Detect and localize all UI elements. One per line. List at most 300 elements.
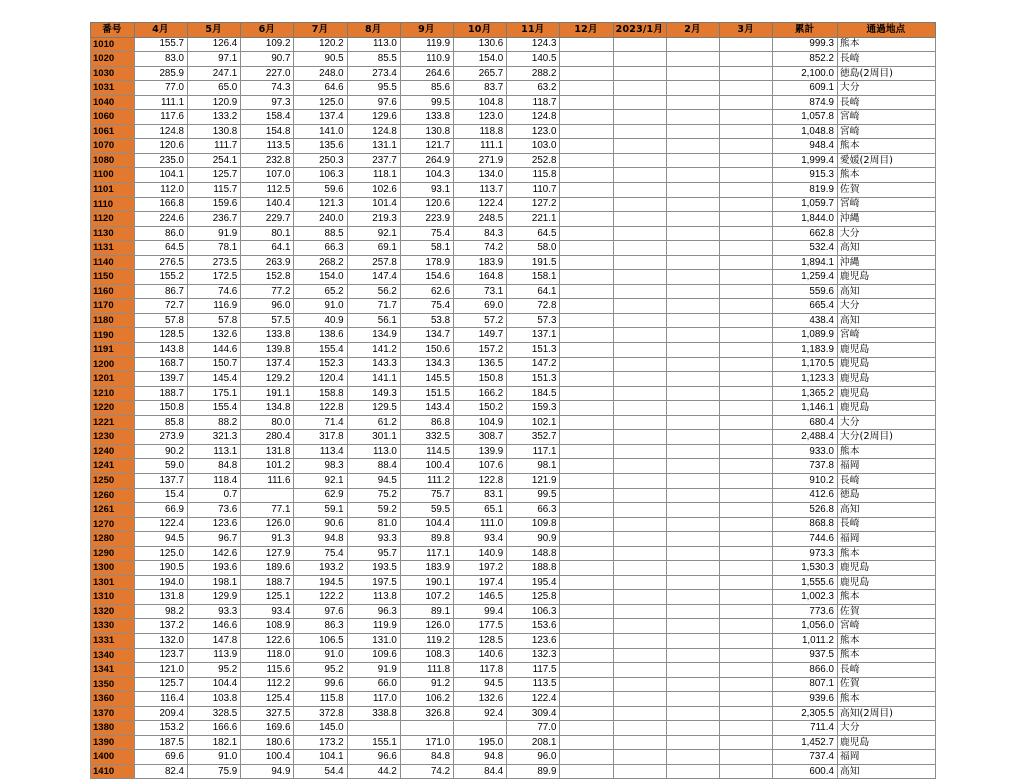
value-cell-m04: 143.8 [134, 343, 187, 358]
table-row [91, 95, 936, 110]
value-cell-m06: 74.3 [241, 81, 294, 96]
row-id-cell[interactable]: 1250 [91, 473, 135, 488]
value-cell-m01 [613, 52, 666, 67]
passing-point-cell: 長崎 [837, 663, 935, 678]
value-cell-m10: 130.6 [454, 37, 507, 52]
value-cell-m06: 96.0 [241, 299, 294, 314]
value-cell-m11: 151.3 [507, 343, 560, 358]
value-cell-m05: 73.6 [188, 503, 241, 518]
value-cell-m07: 137.4 [294, 110, 347, 125]
passing-point-cell: 愛媛(2周目) [837, 153, 935, 168]
value-cell-m05: 147.8 [188, 633, 241, 648]
value-cell-m02 [666, 357, 719, 372]
value-cell-m01 [613, 255, 666, 270]
value-cell-m12 [560, 401, 613, 416]
value-cell-m01 [613, 37, 666, 52]
value-cell-m05: 328.5 [188, 706, 241, 721]
value-cell-m01 [613, 183, 666, 198]
value-cell-m12 [560, 37, 613, 52]
value-cell-m01 [613, 386, 666, 401]
value-cell-m03 [720, 575, 773, 590]
row-id-cell[interactable]: 1340 [91, 648, 135, 663]
value-cell-m05: 74.6 [188, 284, 241, 299]
table-row [91, 386, 936, 401]
value-cell-m12 [560, 386, 613, 401]
value-cell-m01 [613, 721, 666, 736]
value-cell-m09: 133.8 [400, 110, 453, 125]
row-id-cell[interactable]: 1110 [91, 197, 135, 212]
value-cell-total: 2,100.0 [773, 66, 838, 81]
table-row [91, 488, 936, 503]
table-container [90, 22, 936, 779]
value-cell-m02 [666, 343, 719, 358]
value-cell-total: 665.4 [773, 299, 838, 314]
value-cell-m05: 91.9 [188, 226, 241, 241]
value-cell-m03 [720, 706, 773, 721]
value-cell-m03 [720, 692, 773, 707]
value-cell-m06: 158.4 [241, 110, 294, 125]
row-id-cell[interactable]: 1270 [91, 517, 135, 532]
value-cell-m12 [560, 503, 613, 518]
value-cell-total: 819.9 [773, 183, 838, 198]
value-cell-m01 [613, 546, 666, 561]
passing-point-cell: 佐賀 [837, 677, 935, 692]
value-cell-m11: 195.4 [507, 575, 560, 590]
value-cell-total: 1,365.2 [773, 386, 838, 401]
value-cell-total: 973.3 [773, 546, 838, 561]
value-cell-m04: 83.0 [134, 52, 187, 67]
value-cell-m02 [666, 473, 719, 488]
table-row [91, 633, 936, 648]
value-cell-m01 [613, 357, 666, 372]
value-cell-m03 [720, 619, 773, 634]
value-cell-m09: 130.8 [400, 124, 453, 139]
column-header-m08[interactable]: 8月 [347, 23, 400, 38]
value-cell-m03 [720, 721, 773, 736]
value-cell-m06: 111.6 [241, 473, 294, 488]
value-cell-m11: 140.5 [507, 52, 560, 67]
value-cell-m09: 111.8 [400, 663, 453, 678]
value-cell-m06: 188.7 [241, 575, 294, 590]
value-cell-m06: 137.4 [241, 357, 294, 372]
row-id-cell[interactable]: 1131 [91, 241, 135, 256]
value-cell-m08: 134.9 [347, 328, 400, 343]
value-cell-total: 2,305.5 [773, 706, 838, 721]
value-cell-m03 [720, 372, 773, 387]
value-cell-m06: 107.0 [241, 168, 294, 183]
value-cell-m10: 94.8 [454, 750, 507, 765]
value-cell-m08: 117.0 [347, 692, 400, 707]
value-cell-total: 609.1 [773, 81, 838, 96]
value-cell-m04: 124.8 [134, 124, 187, 139]
value-cell-m11: 77.0 [507, 721, 560, 736]
value-cell-m03 [720, 473, 773, 488]
value-cell-m03 [720, 343, 773, 358]
row-id-cell[interactable]: 1220 [91, 401, 135, 416]
row-id-cell[interactable]: 1130 [91, 226, 135, 241]
value-cell-m06: 227.0 [241, 66, 294, 81]
value-cell-m05: 120.9 [188, 95, 241, 110]
value-cell-m01 [613, 226, 666, 241]
value-cell-m01 [613, 81, 666, 96]
value-cell-m11: 208.1 [507, 735, 560, 750]
row-id-cell[interactable]: 1190 [91, 328, 135, 343]
value-cell-m12 [560, 415, 613, 430]
row-id-cell[interactable]: 1060 [91, 110, 135, 125]
value-cell-m12 [560, 81, 613, 96]
value-cell-m08: 97.6 [347, 95, 400, 110]
value-cell-m08: 219.3 [347, 212, 400, 227]
value-cell-m04: 285.9 [134, 66, 187, 81]
column-header-m07[interactable]: 7月 [294, 23, 347, 38]
value-cell-m03 [720, 299, 773, 314]
column-header-m09[interactable]: 9月 [400, 23, 453, 38]
value-cell-m08: 118.1 [347, 168, 400, 183]
value-cell-m11: 98.1 [507, 459, 560, 474]
value-cell-m05: 193.6 [188, 561, 241, 576]
table-row [91, 415, 936, 430]
value-cell-total: 1,170.5 [773, 357, 838, 372]
value-cell-m05: 116.9 [188, 299, 241, 314]
value-cell-m04: 123.7 [134, 648, 187, 663]
table-row [91, 372, 936, 387]
column-header-m03[interactable]: 3月 [720, 23, 773, 38]
value-cell-m10: 134.0 [454, 168, 507, 183]
value-cell-total: 744.6 [773, 532, 838, 547]
value-cell-m06: 113.5 [241, 139, 294, 154]
row-id-cell[interactable]: 1240 [91, 444, 135, 459]
column-header-place[interactable]: 通過地点 [837, 23, 935, 38]
value-cell-m05: 103.8 [188, 692, 241, 707]
value-cell-m01 [613, 633, 666, 648]
value-cell-m12 [560, 153, 613, 168]
passing-point-cell: 長崎 [837, 517, 935, 532]
row-id-cell[interactable]: 1400 [91, 750, 135, 765]
column-header-m06[interactable]: 6月 [241, 23, 294, 38]
value-cell-m10: 265.7 [454, 66, 507, 81]
passing-point-cell: 沖縄 [837, 255, 935, 270]
value-cell-m02 [666, 663, 719, 678]
row-id-cell[interactable]: 1200 [91, 357, 135, 372]
value-cell-m03 [720, 764, 773, 779]
value-cell-m02 [666, 444, 719, 459]
value-cell-total: 1,002.3 [773, 590, 838, 605]
value-cell-m02 [666, 255, 719, 270]
value-cell-m11: 66.3 [507, 503, 560, 518]
value-cell-m12 [560, 197, 613, 212]
value-cell-m10: 149.7 [454, 328, 507, 343]
value-cell-m05: 65.0 [188, 81, 241, 96]
row-id-cell[interactable]: 1201 [91, 372, 135, 387]
column-header-m02[interactable]: 2月 [666, 23, 719, 38]
column-header-m10[interactable]: 10月 [454, 23, 507, 38]
value-cell-m04: 116.4 [134, 692, 187, 707]
value-cell-m05: 166.6 [188, 721, 241, 736]
value-cell-m01 [613, 343, 666, 358]
table-row [91, 575, 936, 590]
row-id-cell[interactable]: 1310 [91, 590, 135, 605]
value-cell-m02 [666, 604, 719, 619]
row-id-cell[interactable]: 1260 [91, 488, 135, 503]
value-cell-m08: 96.3 [347, 604, 400, 619]
row-id-cell[interactable]: 1341 [91, 663, 135, 678]
value-cell-m03 [720, 168, 773, 183]
row-id-cell[interactable]: 1221 [91, 415, 135, 430]
value-cell-m01 [613, 212, 666, 227]
value-cell-m07: 91.0 [294, 648, 347, 663]
value-cell-total: 874.9 [773, 95, 838, 110]
value-cell-m05: 132.6 [188, 328, 241, 343]
row-id-cell[interactable]: 1150 [91, 270, 135, 285]
value-cell-m12 [560, 357, 613, 372]
value-cell-m10: 73.1 [454, 284, 507, 299]
value-cell-m11: 115.8 [507, 168, 560, 183]
value-cell-m11: 72.8 [507, 299, 560, 314]
row-id-cell[interactable]: 1010 [91, 37, 135, 52]
value-cell-m01 [613, 459, 666, 474]
value-cell-m05: 78.1 [188, 241, 241, 256]
table-header [91, 23, 936, 38]
value-cell-m07: 250.3 [294, 153, 347, 168]
value-cell-m04: 122.4 [134, 517, 187, 532]
row-id-cell[interactable]: 1261 [91, 503, 135, 518]
row-id-cell[interactable]: 1301 [91, 575, 135, 590]
passing-point-cell: 福岡 [837, 532, 935, 547]
column-header-m11[interactable]: 11月 [507, 23, 560, 38]
value-cell-m08: 102.6 [347, 183, 400, 198]
value-cell-total: 438.4 [773, 313, 838, 328]
value-cell-m01 [613, 415, 666, 430]
value-cell-m06: 327.5 [241, 706, 294, 721]
value-cell-m01 [613, 372, 666, 387]
value-cell-m08: 113.8 [347, 590, 400, 605]
value-cell-m12 [560, 619, 613, 634]
value-cell-m11: 151.3 [507, 372, 560, 387]
value-cell-m04: 187.5 [134, 735, 187, 750]
value-cell-m12 [560, 270, 613, 285]
value-cell-m04: 224.6 [134, 212, 187, 227]
value-cell-m09: 183.9 [400, 561, 453, 576]
value-cell-m12 [560, 633, 613, 648]
value-cell-m05: 321.3 [188, 430, 241, 445]
row-id-cell[interactable]: 1280 [91, 532, 135, 547]
value-cell-m11: 191.5 [507, 255, 560, 270]
column-header-m01[interactable]: 2023/1月 [613, 23, 666, 38]
value-cell-m10: 197.4 [454, 575, 507, 590]
value-cell-m02 [666, 81, 719, 96]
passing-point-cell: 宮崎 [837, 110, 935, 125]
value-cell-m12 [560, 95, 613, 110]
value-cell-m03 [720, 648, 773, 663]
row-id-cell[interactable]: 1241 [91, 459, 135, 474]
value-cell-m02 [666, 37, 719, 52]
value-cell-m11: 148.8 [507, 546, 560, 561]
row-id-cell[interactable]: 1331 [91, 633, 135, 648]
row-id-cell[interactable]: 1210 [91, 386, 135, 401]
passing-point-cell: 高知 [837, 764, 935, 779]
value-cell-total: 915.3 [773, 168, 838, 183]
value-cell-m11: 132.3 [507, 648, 560, 663]
column-header-m05[interactable]: 5月 [188, 23, 241, 38]
value-cell-m09: 119.2 [400, 633, 453, 648]
passing-point-cell: 鹿児島 [837, 561, 935, 576]
passing-point-cell: 長崎 [837, 473, 935, 488]
value-cell-m06: 180.6 [241, 735, 294, 750]
value-cell-m08: 141.1 [347, 372, 400, 387]
row-id-cell[interactable]: 1350 [91, 677, 135, 692]
value-cell-total: 2,488.4 [773, 430, 838, 445]
value-cell-m02 [666, 619, 719, 634]
value-cell-m07: 240.0 [294, 212, 347, 227]
value-cell-m05: 182.1 [188, 735, 241, 750]
value-cell-m11: 90.9 [507, 532, 560, 547]
value-cell-m12 [560, 241, 613, 256]
value-cell-m07: 71.4 [294, 415, 347, 430]
value-cell-m10: 74.2 [454, 241, 507, 256]
value-cell-m01 [613, 764, 666, 779]
value-cell-m10: 132.6 [454, 692, 507, 707]
value-cell-m10: 122.4 [454, 197, 507, 212]
row-id-cell[interactable]: 1120 [91, 212, 135, 227]
row-id-cell[interactable]: 1300 [91, 561, 135, 576]
value-cell-m11: 121.9 [507, 473, 560, 488]
row-id-cell[interactable]: 1390 [91, 735, 135, 750]
value-cell-m03 [720, 532, 773, 547]
row-id-cell[interactable]: 1101 [91, 183, 135, 198]
value-cell-m08: 96.6 [347, 750, 400, 765]
value-cell-m11: 147.2 [507, 357, 560, 372]
column-header-total[interactable]: 累計 [773, 23, 838, 38]
value-cell-m08: 129.6 [347, 110, 400, 125]
value-cell-total: 1,048.8 [773, 124, 838, 139]
row-id-cell[interactable]: 1410 [91, 764, 135, 779]
column-header-id[interactable]: 番号 [91, 23, 135, 38]
value-cell-m10: 164.8 [454, 270, 507, 285]
value-cell-m09: 84.8 [400, 750, 453, 765]
value-cell-m10: 150.2 [454, 401, 507, 416]
value-cell-m04: 155.7 [134, 37, 187, 52]
row-id-cell[interactable]: 1160 [91, 284, 135, 299]
value-cell-m10: 83.7 [454, 81, 507, 96]
value-cell-m11: 102.1 [507, 415, 560, 430]
table-row [91, 270, 936, 285]
table-row [91, 153, 936, 168]
value-cell-m06: 91.3 [241, 532, 294, 547]
row-id-cell[interactable]: 1290 [91, 546, 135, 561]
value-cell-m04: 66.9 [134, 503, 187, 518]
row-id-cell[interactable]: 1360 [91, 692, 135, 707]
value-cell-total: 559.6 [773, 284, 838, 299]
value-cell-m06: 93.4 [241, 604, 294, 619]
row-id-cell[interactable]: 1320 [91, 604, 135, 619]
value-cell-m01 [613, 328, 666, 343]
value-cell-m12 [560, 663, 613, 678]
value-cell-m03 [720, 110, 773, 125]
passing-point-cell: 沖縄 [837, 212, 935, 227]
row-id-cell[interactable]: 1330 [91, 619, 135, 634]
value-cell-m10: 65.1 [454, 503, 507, 518]
row-id-cell[interactable]: 1380 [91, 721, 135, 736]
value-cell-m03 [720, 212, 773, 227]
value-cell-m01 [613, 575, 666, 590]
table-row [91, 459, 936, 474]
value-cell-m11: 117.1 [507, 444, 560, 459]
passing-point-cell: 熊本 [837, 692, 935, 707]
value-cell-m04: 86.0 [134, 226, 187, 241]
value-cell-m01 [613, 270, 666, 285]
value-cell-total: 852.2 [773, 52, 838, 67]
value-cell-m01 [613, 299, 666, 314]
value-cell-m06: 112.5 [241, 183, 294, 198]
column-header-m12[interactable]: 12月 [560, 23, 613, 38]
row-id-cell[interactable]: 1030 [91, 66, 135, 81]
value-cell-m09: 190.1 [400, 575, 453, 590]
value-cell-m10: 111.0 [454, 517, 507, 532]
value-cell-m02 [666, 706, 719, 721]
value-cell-m12 [560, 532, 613, 547]
value-cell-m08: 109.6 [347, 648, 400, 663]
value-cell-m10: 122.8 [454, 473, 507, 488]
value-cell-m02 [666, 241, 719, 256]
value-cell-m03 [720, 226, 773, 241]
value-cell-m08: 95.7 [347, 546, 400, 561]
value-cell-m02 [666, 677, 719, 692]
value-cell-m03 [720, 241, 773, 256]
table-row [91, 517, 936, 532]
value-cell-m08: 93.3 [347, 532, 400, 547]
table-row [91, 226, 936, 241]
row-id-cell[interactable]: 1370 [91, 706, 135, 721]
value-cell-m04: 77.0 [134, 81, 187, 96]
row-id-cell[interactable]: 1040 [91, 95, 135, 110]
value-cell-m09: 151.5 [400, 386, 453, 401]
table-row [91, 503, 936, 518]
table-row [91, 473, 936, 488]
value-cell-m04: 82.4 [134, 764, 187, 779]
value-cell-total: 933.0 [773, 444, 838, 459]
value-cell-m04: 72.7 [134, 299, 187, 314]
row-id-cell[interactable]: 1140 [91, 255, 135, 270]
row-id-cell[interactable]: 1191 [91, 343, 135, 358]
value-cell-m09: 117.1 [400, 546, 453, 561]
value-cell-m09: 89.8 [400, 532, 453, 547]
row-id-cell[interactable]: 1170 [91, 299, 135, 314]
value-cell-m08: 56.1 [347, 313, 400, 328]
value-cell-m06: 101.2 [241, 459, 294, 474]
value-cell-m08: 119.9 [347, 619, 400, 634]
row-id-cell[interactable]: 1100 [91, 168, 135, 183]
value-cell-m09: 85.6 [400, 81, 453, 96]
column-header-m04[interactable]: 4月 [134, 23, 187, 38]
value-cell-m10: 117.8 [454, 663, 507, 678]
row-id-cell[interactable]: 1020 [91, 52, 135, 67]
value-cell-m01 [613, 604, 666, 619]
row-id-cell[interactable]: 1230 [91, 430, 135, 445]
row-id-cell[interactable]: 1070 [91, 139, 135, 154]
value-cell-m10: 140.9 [454, 546, 507, 561]
row-id-cell[interactable]: 1180 [91, 313, 135, 328]
value-cell-total: 1,057.8 [773, 110, 838, 125]
row-id-cell[interactable]: 1031 [91, 81, 135, 96]
row-id-cell[interactable]: 1080 [91, 153, 135, 168]
value-cell-total: 1,123.3 [773, 372, 838, 387]
value-cell-m03 [720, 604, 773, 619]
row-id-cell[interactable]: 1061 [91, 124, 135, 139]
value-cell-m04: 112.0 [134, 183, 187, 198]
value-cell-m09: 120.6 [400, 197, 453, 212]
value-cell-m08: 197.5 [347, 575, 400, 590]
value-cell-m06: 189.6 [241, 561, 294, 576]
